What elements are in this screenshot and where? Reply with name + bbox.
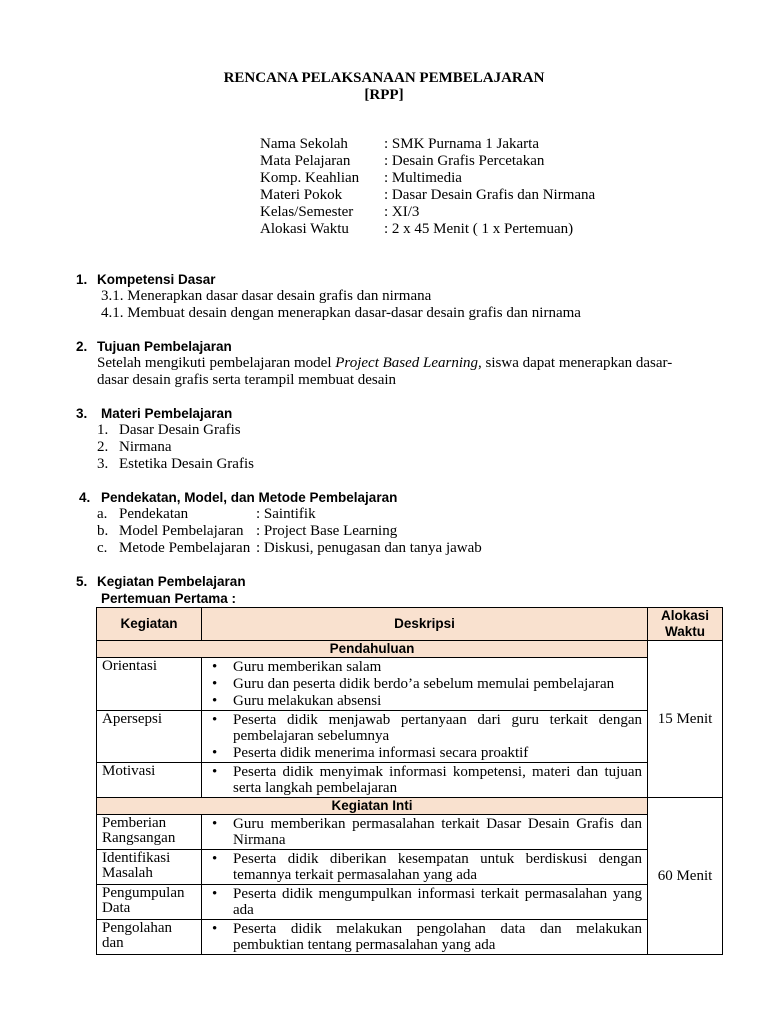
kompetensi-item: 4.1. Membuat desain dengan menerapkan dasar-dasar desain grafis dan nirnama (101, 305, 581, 321)
identity-label: Alokasi Waktu (260, 221, 349, 237)
header-alokasi (648, 608, 723, 641)
alokasi-inti: 60 Menit (648, 798, 723, 955)
deskripsi-cell (202, 711, 648, 763)
phase-label-inti: Kegiatan Inti (97, 798, 648, 815)
list-item: • Peserta didik menerima informasi secara proaktif (233, 745, 642, 761)
pendekatan-marker: b. (97, 523, 109, 539)
kegiatan-cell (97, 920, 202, 955)
table-header-row (97, 608, 723, 641)
kompetensi-item: 3.1. Menerapkan dasar dasar desain grafis dan nirmana (101, 288, 432, 304)
section-number: 2. (76, 339, 88, 354)
kegiatan-cell: Motivasi (97, 763, 202, 798)
pertemuan-subtitle: Pertemuan Pertama : (101, 591, 237, 606)
kegiatan-cell: Apersepsi (97, 711, 202, 763)
tujuan-text-line2: dasar desain grafis serta terampil membuat desain (97, 372, 397, 388)
kegiatan-table (96, 607, 723, 955)
list-item: • Guru memberikan permasalahan terkait Dasar Desain Grafis dan Nirmana (233, 816, 642, 848)
section-number: 5. (76, 574, 88, 589)
section-heading-materi: Materi Pembelajaran (101, 406, 233, 421)
pendekatan-marker: a. (97, 506, 108, 522)
phase-label-pendahuluan: Pendahuluan (97, 641, 648, 658)
materi-item: Dasar Desain Grafis (119, 422, 241, 438)
tujuan-text: Setelah mengikuti pembelajaran model (97, 355, 336, 371)
list-item: • Guru melakukan absensi (233, 693, 642, 709)
tujuan-text: , siswa dapat menerapkan dasar- (478, 355, 673, 371)
list-item: • Peserta didik mengumpulkan informasi terkait permasalahan yang ada (233, 886, 642, 918)
table-row (97, 815, 723, 850)
kegiatan-line: Data (102, 900, 131, 916)
list-item: • Peserta didik menyimak informasi kompetensi, materi dan tujuan serta langkah pembelajaran (233, 764, 642, 796)
pendekatan-value: : Diskusi, penugasan dan tanya jawab (256, 540, 482, 556)
kegiatan-cell (97, 885, 202, 920)
identity-value: : Multimedia (384, 170, 462, 186)
materi-item: Estetika Desain Grafis (119, 456, 254, 472)
pendekatan-label: Pendekatan (119, 506, 189, 522)
materi-marker: 1. (97, 422, 109, 438)
section-heading-kegiatan: Kegiatan Pembelajaran (97, 574, 246, 589)
identity-label: Mata Pelajaran (260, 153, 351, 169)
identity-value: : 2 x 45 Menit ( 1 x Pertemuan) (384, 221, 574, 237)
list-item: • Guru dan peserta didik berdo’a sebelum memulai pembelajaran (233, 676, 642, 692)
doc-title: RENCANA PELAKSANAAN PEMBELAJARAN (223, 70, 545, 86)
kegiatan-line: Masalah (102, 865, 153, 881)
table-row (97, 920, 723, 955)
phase-row-inti (97, 798, 723, 815)
kegiatan-line: Rangsangan (102, 830, 176, 846)
table-row (97, 885, 723, 920)
pendekatan-value: : Project Base Learning (256, 523, 398, 539)
list-item: • Guru memberikan salam (233, 659, 642, 675)
header-kegiatan: Kegiatan (97, 608, 202, 641)
deskripsi-cell (202, 920, 648, 955)
tujuan-model: Project Based Learning (335, 355, 479, 371)
kegiatan-line: Pengolahan (102, 920, 172, 936)
kegiatan-line: Pemberian (102, 815, 167, 831)
identity-label: Nama Sekolah (260, 136, 348, 152)
identity-label: Materi Pokok (260, 187, 343, 203)
deskripsi-cell (202, 763, 648, 798)
deskripsi-cell (202, 850, 648, 885)
section-heading-kompetensi: Kompetensi Dasar (97, 272, 216, 287)
list-item: • Peserta didik menjawab pertanyaan dari guru terkait dengan pembelajaran sebelumnya (233, 712, 642, 744)
section-number: 4. (79, 490, 91, 505)
identity-label: Kelas/Semester (260, 204, 354, 220)
identity-value: : Dasar Desain Grafis dan Nirmana (384, 187, 596, 203)
table-row (97, 850, 723, 885)
identity-value: : SMK Purnama 1 Jakarta (384, 136, 539, 152)
alokasi-pendahuluan: 15 Menit (648, 641, 723, 798)
header-alokasi-line: Waktu (665, 624, 705, 639)
section-number: 3. (76, 406, 88, 421)
deskripsi-cell (202, 885, 648, 920)
table-row (97, 711, 723, 763)
materi-item: Nirmana (119, 439, 172, 455)
doc-subtitle: [RPP] (364, 87, 404, 103)
identity-value: : XI/3 (384, 204, 420, 220)
materi-marker: 2. (97, 439, 109, 455)
phase-row-pendahuluan (97, 641, 723, 658)
pendekatan-label: Model Pembelajaran (119, 523, 244, 539)
deskripsi-cell (202, 815, 648, 850)
header-alokasi-line: Alokasi (660, 608, 710, 623)
kegiatan-cell: Orientasi (97, 658, 202, 711)
kegiatan-cell (97, 850, 202, 885)
list-item: • Peserta didik diberikan kesempatan untuk berdiskusi dengan temannya terkait permasalahan yang ada (233, 851, 642, 883)
materi-marker: 3. (97, 456, 109, 472)
deskripsi-cell (202, 658, 648, 711)
kegiatan-line: dan (102, 935, 124, 951)
identity-label: Komp. Keahlian (260, 170, 360, 186)
section-number: 1. (76, 272, 88, 287)
header-deskripsi: Deskripsi (202, 608, 648, 641)
section-heading-pendekatan: Pendekatan, Model, dan Metode Pembelajaran (101, 490, 398, 505)
kegiatan-line: Pengumpulan (102, 885, 185, 901)
pendekatan-label: Metode Pembelajaran (119, 540, 251, 556)
tujuan-text-line1 (97, 355, 672, 372)
list-item: • Peserta didik melakukan pengolahan data dan melakukan pembuktian tentang permasalahan yang ada (233, 921, 642, 953)
kegiatan-cell (97, 815, 202, 850)
identity-value: : Desain Grafis Percetakan (384, 153, 545, 169)
kegiatan-line: Identifikasi (102, 850, 171, 866)
table-row (97, 658, 723, 711)
pendekatan-value: : Saintifik (256, 506, 316, 522)
section-heading-tujuan: Tujuan Pembelajaran (97, 339, 232, 354)
table-row (97, 763, 723, 798)
pendekatan-marker: c. (97, 540, 108, 556)
